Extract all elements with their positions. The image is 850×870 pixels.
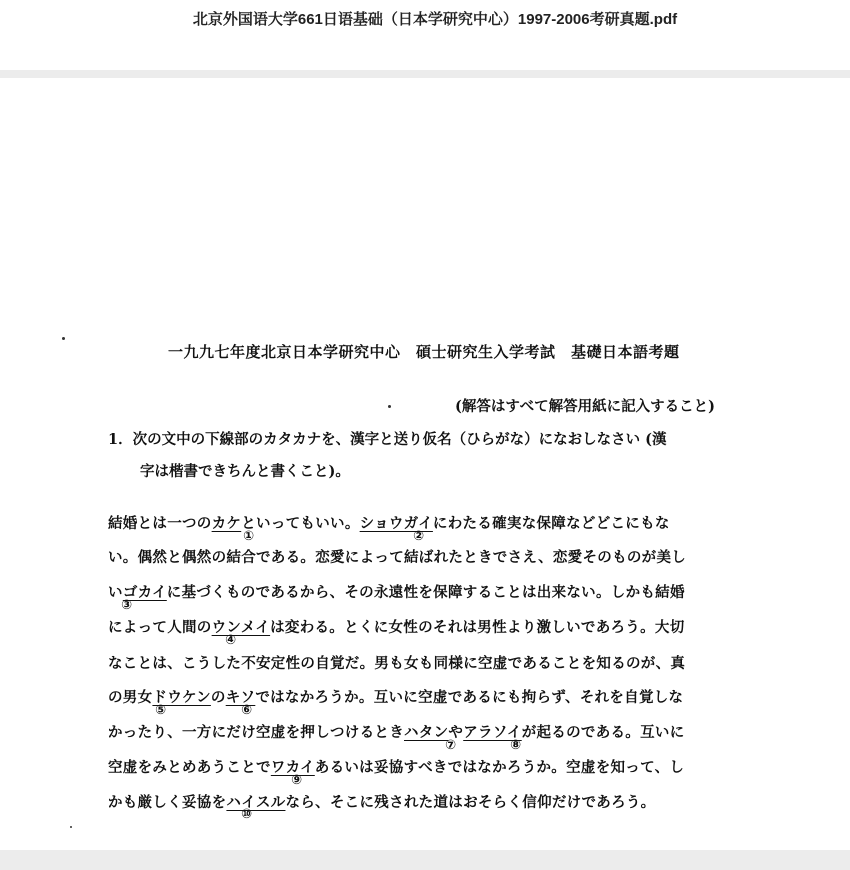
marker-8: ⑧: [510, 738, 522, 753]
underline-9: ワカイ: [270, 759, 315, 776]
underline-1: カケ: [211, 515, 242, 532]
marker-9: ⑨: [291, 773, 303, 788]
question-line-1: 1．次の文中の下線部のカタカナを、漢字と送り仮名（ひらがな）になおしなさい (漢: [108, 431, 667, 448]
passage-line-6: の男女ドウケンのキソではなかろうか。互いに空虚であるにも拘らず、それを自覚しな: [108, 689, 684, 706]
marker-10: ⑩: [241, 807, 253, 822]
marker-5: ⑤: [155, 703, 167, 718]
passage-line-9: かも厳しく妥協をハイスルなら、そこに残された道はおそらく信仰だけであろう。: [108, 794, 656, 811]
marker-4: ④: [225, 633, 237, 648]
viewer-toolbar: [0, 0, 850, 70]
scan-speck: [70, 826, 72, 828]
underline-5: ドウケン: [152, 689, 211, 706]
underline-10: ハイスル: [226, 794, 286, 811]
underline-3: ゴカイ: [122, 584, 167, 601]
passage-line-1: 結婚とは一つのカケといってもいい。ショウガイにわたる確実な保障などどこにもな: [108, 515, 670, 532]
question-line-2: 字は楷書できちんと書くこと)。: [140, 463, 350, 480]
passage-line-7: かったり、一方にだけ空虚を押しつけるときハタンやアラソイが起るのである。互いに: [108, 724, 685, 741]
underline-8: アラソイ: [463, 724, 522, 741]
marker-6: ⑥: [241, 703, 253, 718]
passage-line-4: によって人間のウンメイは変わる。とくに女性のそれは男性より激しいであろう。大切: [108, 619, 685, 636]
scan-speck: [62, 337, 65, 340]
pdf-page[interactable]: [0, 78, 850, 850]
exam-heading: 一九九七年度北京日本学研究中心 碩士研究生入学考試 基礎日本語考題: [168, 343, 680, 361]
document-title: 北京外国语大学661日语基础（日本学研究中心）1997-2006考研真题.pdf: [192, 11, 678, 28]
marker-7: ⑦: [445, 738, 457, 753]
page-separator-bottom: [0, 850, 850, 870]
scanned-exam: [0, 78, 850, 850]
underline-6: キソ: [225, 689, 256, 706]
marker-2: ②: [413, 529, 425, 544]
passage-line-2: い。偶然と偶然の結合である。恋愛によって結ばれたときでさえ、恋愛そのものが美し: [108, 549, 687, 566]
answer-instruction: (解答はすべて解答用紙に記入すること): [455, 398, 715, 415]
scan-speck: [388, 405, 391, 408]
underline-4: ウンメイ: [211, 619, 271, 636]
underline-7: ハタン: [404, 724, 449, 741]
passage-line-8: 空虚をみとめあうことでワカイあるいは妥協すべきではなかろうか。空虚を知って、し: [108, 759, 685, 776]
marker-3: ③: [121, 598, 133, 613]
marker-1: ①: [243, 529, 255, 544]
passage-line-5: なことは、こうした不安定性の自覚だ。男も女も同様に空虚であることを知るのが、真: [108, 655, 686, 672]
underline-2: ショウガイ: [359, 515, 433, 532]
passage-line-3: いゴカイに基づくものであるから、その永遠性を保障することは出来ない。しかも結婚: [108, 584, 685, 601]
page-separator-top: [0, 70, 850, 78]
